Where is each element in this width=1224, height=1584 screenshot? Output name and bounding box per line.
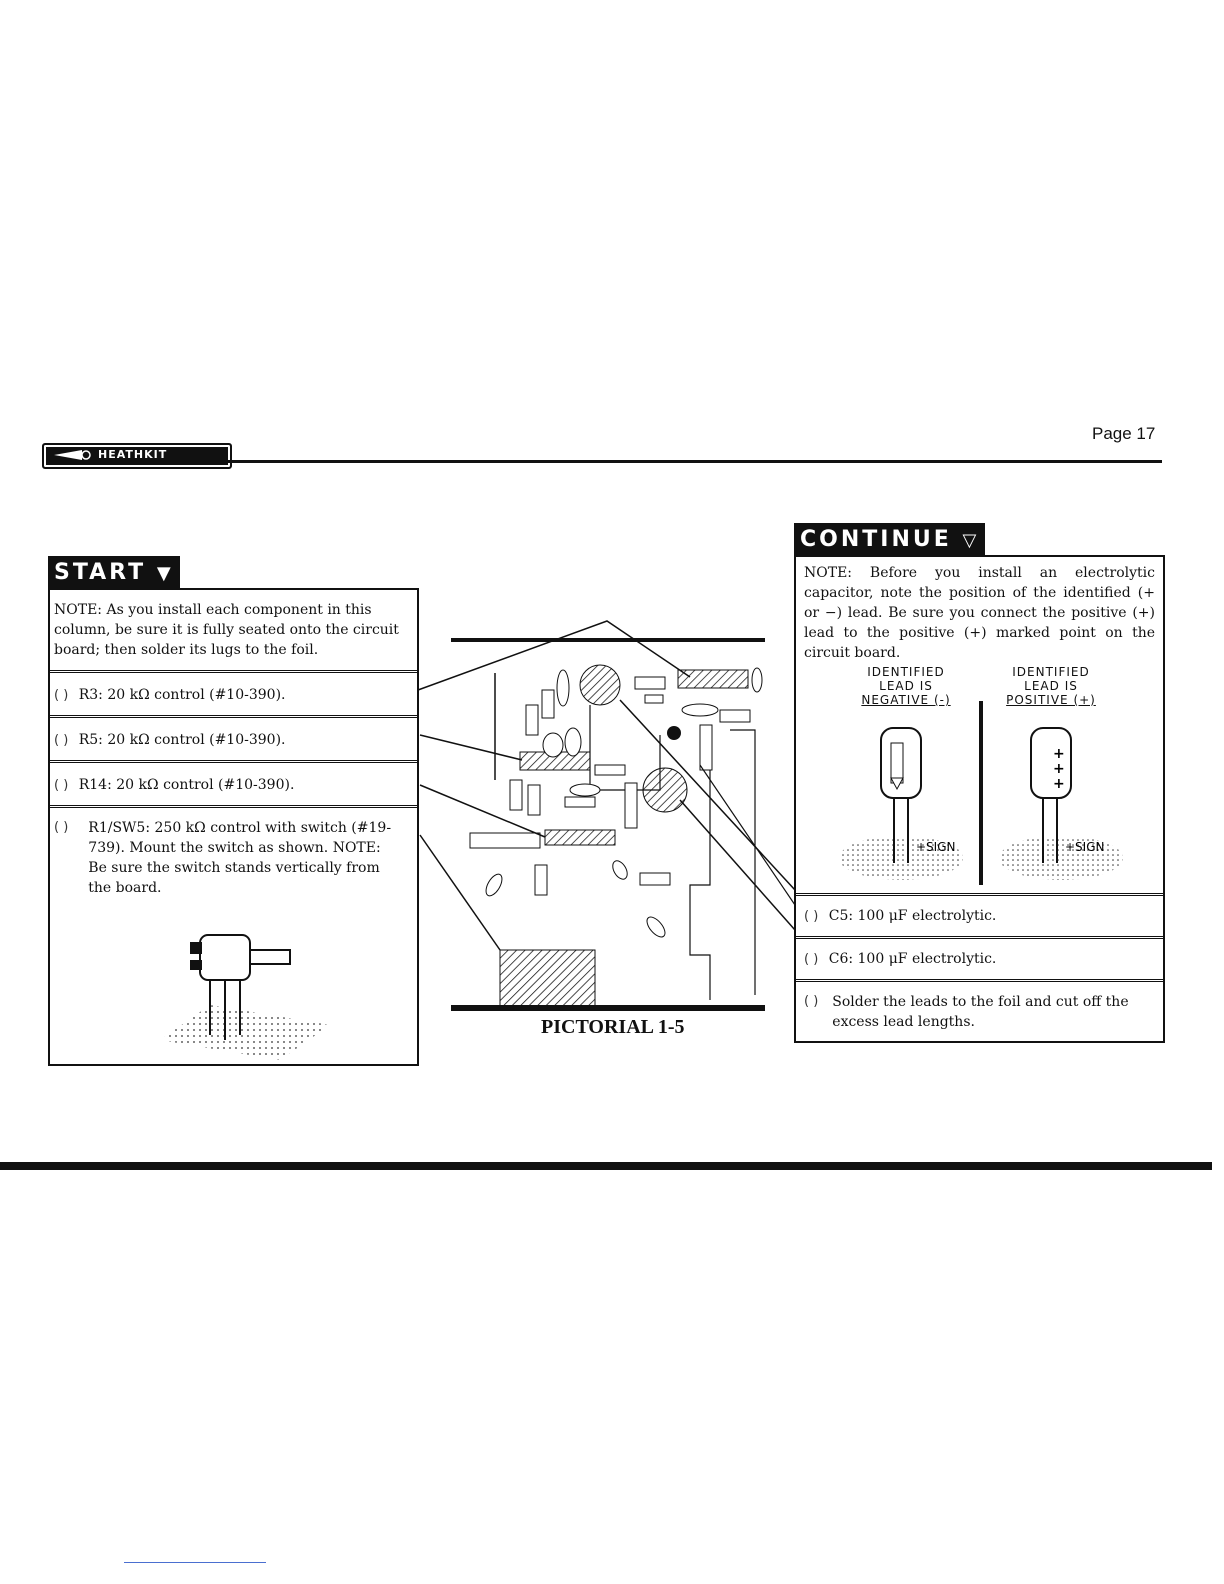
- heathkit-logo: [42, 443, 232, 469]
- lead-diagrams: [796, 663, 1163, 893]
- arrow-down-outline-icon: ▽: [962, 530, 980, 551]
- logo-emblem-icon: [52, 447, 92, 463]
- pictorial-caption: PICTORIAL 1-5: [541, 1016, 685, 1038]
- checkbox-r1-sw5[interactable]: ( ): [54, 820, 69, 835]
- step-r14[interactable]: [50, 760, 417, 805]
- arrow-down-icon: ▼: [156, 563, 174, 584]
- step-c5[interactable]: [796, 893, 1163, 936]
- footer-rule: [0, 1162, 1212, 1170]
- step-r1-sw5[interactable]: [50, 805, 417, 898]
- step-solder[interactable]: [796, 979, 1163, 1032]
- step-r5[interactable]: [50, 715, 417, 760]
- negative-label-line1: IDENTIFIED: [867, 665, 945, 679]
- page-number: Page 17: [1092, 424, 1156, 443]
- negative-lead-label: [846, 665, 966, 707]
- step-c6[interactable]: [796, 936, 1163, 979]
- continue-tab: [794, 523, 985, 557]
- svg-text:+: +: [1053, 776, 1065, 792]
- negative-label-line2: LEAD IS: [879, 679, 933, 693]
- step-c6-text: C6: 100 μF electrolytic.: [828, 951, 997, 967]
- continue-tab-label: CONTINUE: [800, 527, 952, 552]
- positive-capacitor-icon: [1001, 723, 1131, 883]
- continue-box: [794, 555, 1165, 1043]
- control-switch-illustration: [150, 920, 340, 1060]
- sign-label-left: +SIGN: [916, 840, 956, 854]
- step-r1-sw5-text: R1/SW5: 250 kΩ control with switch (#19-739). Mount the switch as shown. NOTE: Be sure the switch stands vertically from the board.: [88, 820, 392, 896]
- start-tab: [48, 556, 180, 590]
- step-c5-text: C5: 100 μF electrolytic.: [828, 908, 997, 924]
- start-box: [48, 588, 419, 1066]
- checkbox-r14[interactable]: ( ): [54, 778, 69, 793]
- checkbox-r3[interactable]: ( ): [54, 688, 69, 703]
- sign-label-right: +SIGN: [1065, 840, 1105, 854]
- positive-label-line3: POSITIVE (+): [1006, 693, 1096, 707]
- checkbox-c5[interactable]: ( ): [804, 909, 819, 924]
- brand-name: HEATHKIT: [98, 448, 168, 461]
- checkbox-r5[interactable]: ( ): [54, 733, 69, 748]
- positive-lead-label: [991, 665, 1111, 707]
- continue-note: NOTE: Before you install an electrolytic capacitor, note the position of the identified (+ or −) lead. Be sure you connect the positive (+) lead to the positive (+) marked point on the circuit board.: [804, 565, 1155, 661]
- continue-panel: [794, 523, 1165, 1045]
- header-rule: [228, 460, 1162, 463]
- svg-text:+: +: [1053, 761, 1065, 777]
- step-r5-text: R5: 20 kΩ control (#10-390).: [78, 732, 286, 748]
- negative-label-line3: NEGATIVE (-): [861, 693, 951, 707]
- start-panel: [48, 556, 419, 1068]
- positive-label-line1: IDENTIFIED: [1012, 665, 1090, 679]
- step-r3[interactable]: [50, 670, 417, 715]
- negative-capacitor-icon: [836, 723, 966, 883]
- start-tab-label: START: [54, 560, 147, 585]
- checkbox-c6[interactable]: ( ): [804, 952, 819, 967]
- step-r14-text: R14: 20 kΩ control (#10-390).: [78, 777, 295, 793]
- divider-line: [979, 701, 983, 885]
- svg-text:+: +: [1053, 746, 1065, 762]
- step-r3-text: R3: 20 kΩ control (#10-390).: [78, 687, 286, 703]
- step-solder-text: Solder the leads to the foil and cut off the excess lead lengths.: [832, 994, 1129, 1030]
- checkbox-solder[interactable]: ( ): [804, 994, 819, 1009]
- start-note: NOTE: As you install each component in this column, be sure it is fully seated onto the circuit board; then solder its lugs to the foil.: [54, 602, 399, 658]
- footer-link-underline: [124, 1562, 266, 1563]
- pictorial-diagram: [410, 615, 795, 1015]
- positive-label-line2: LEAD IS: [1024, 679, 1078, 693]
